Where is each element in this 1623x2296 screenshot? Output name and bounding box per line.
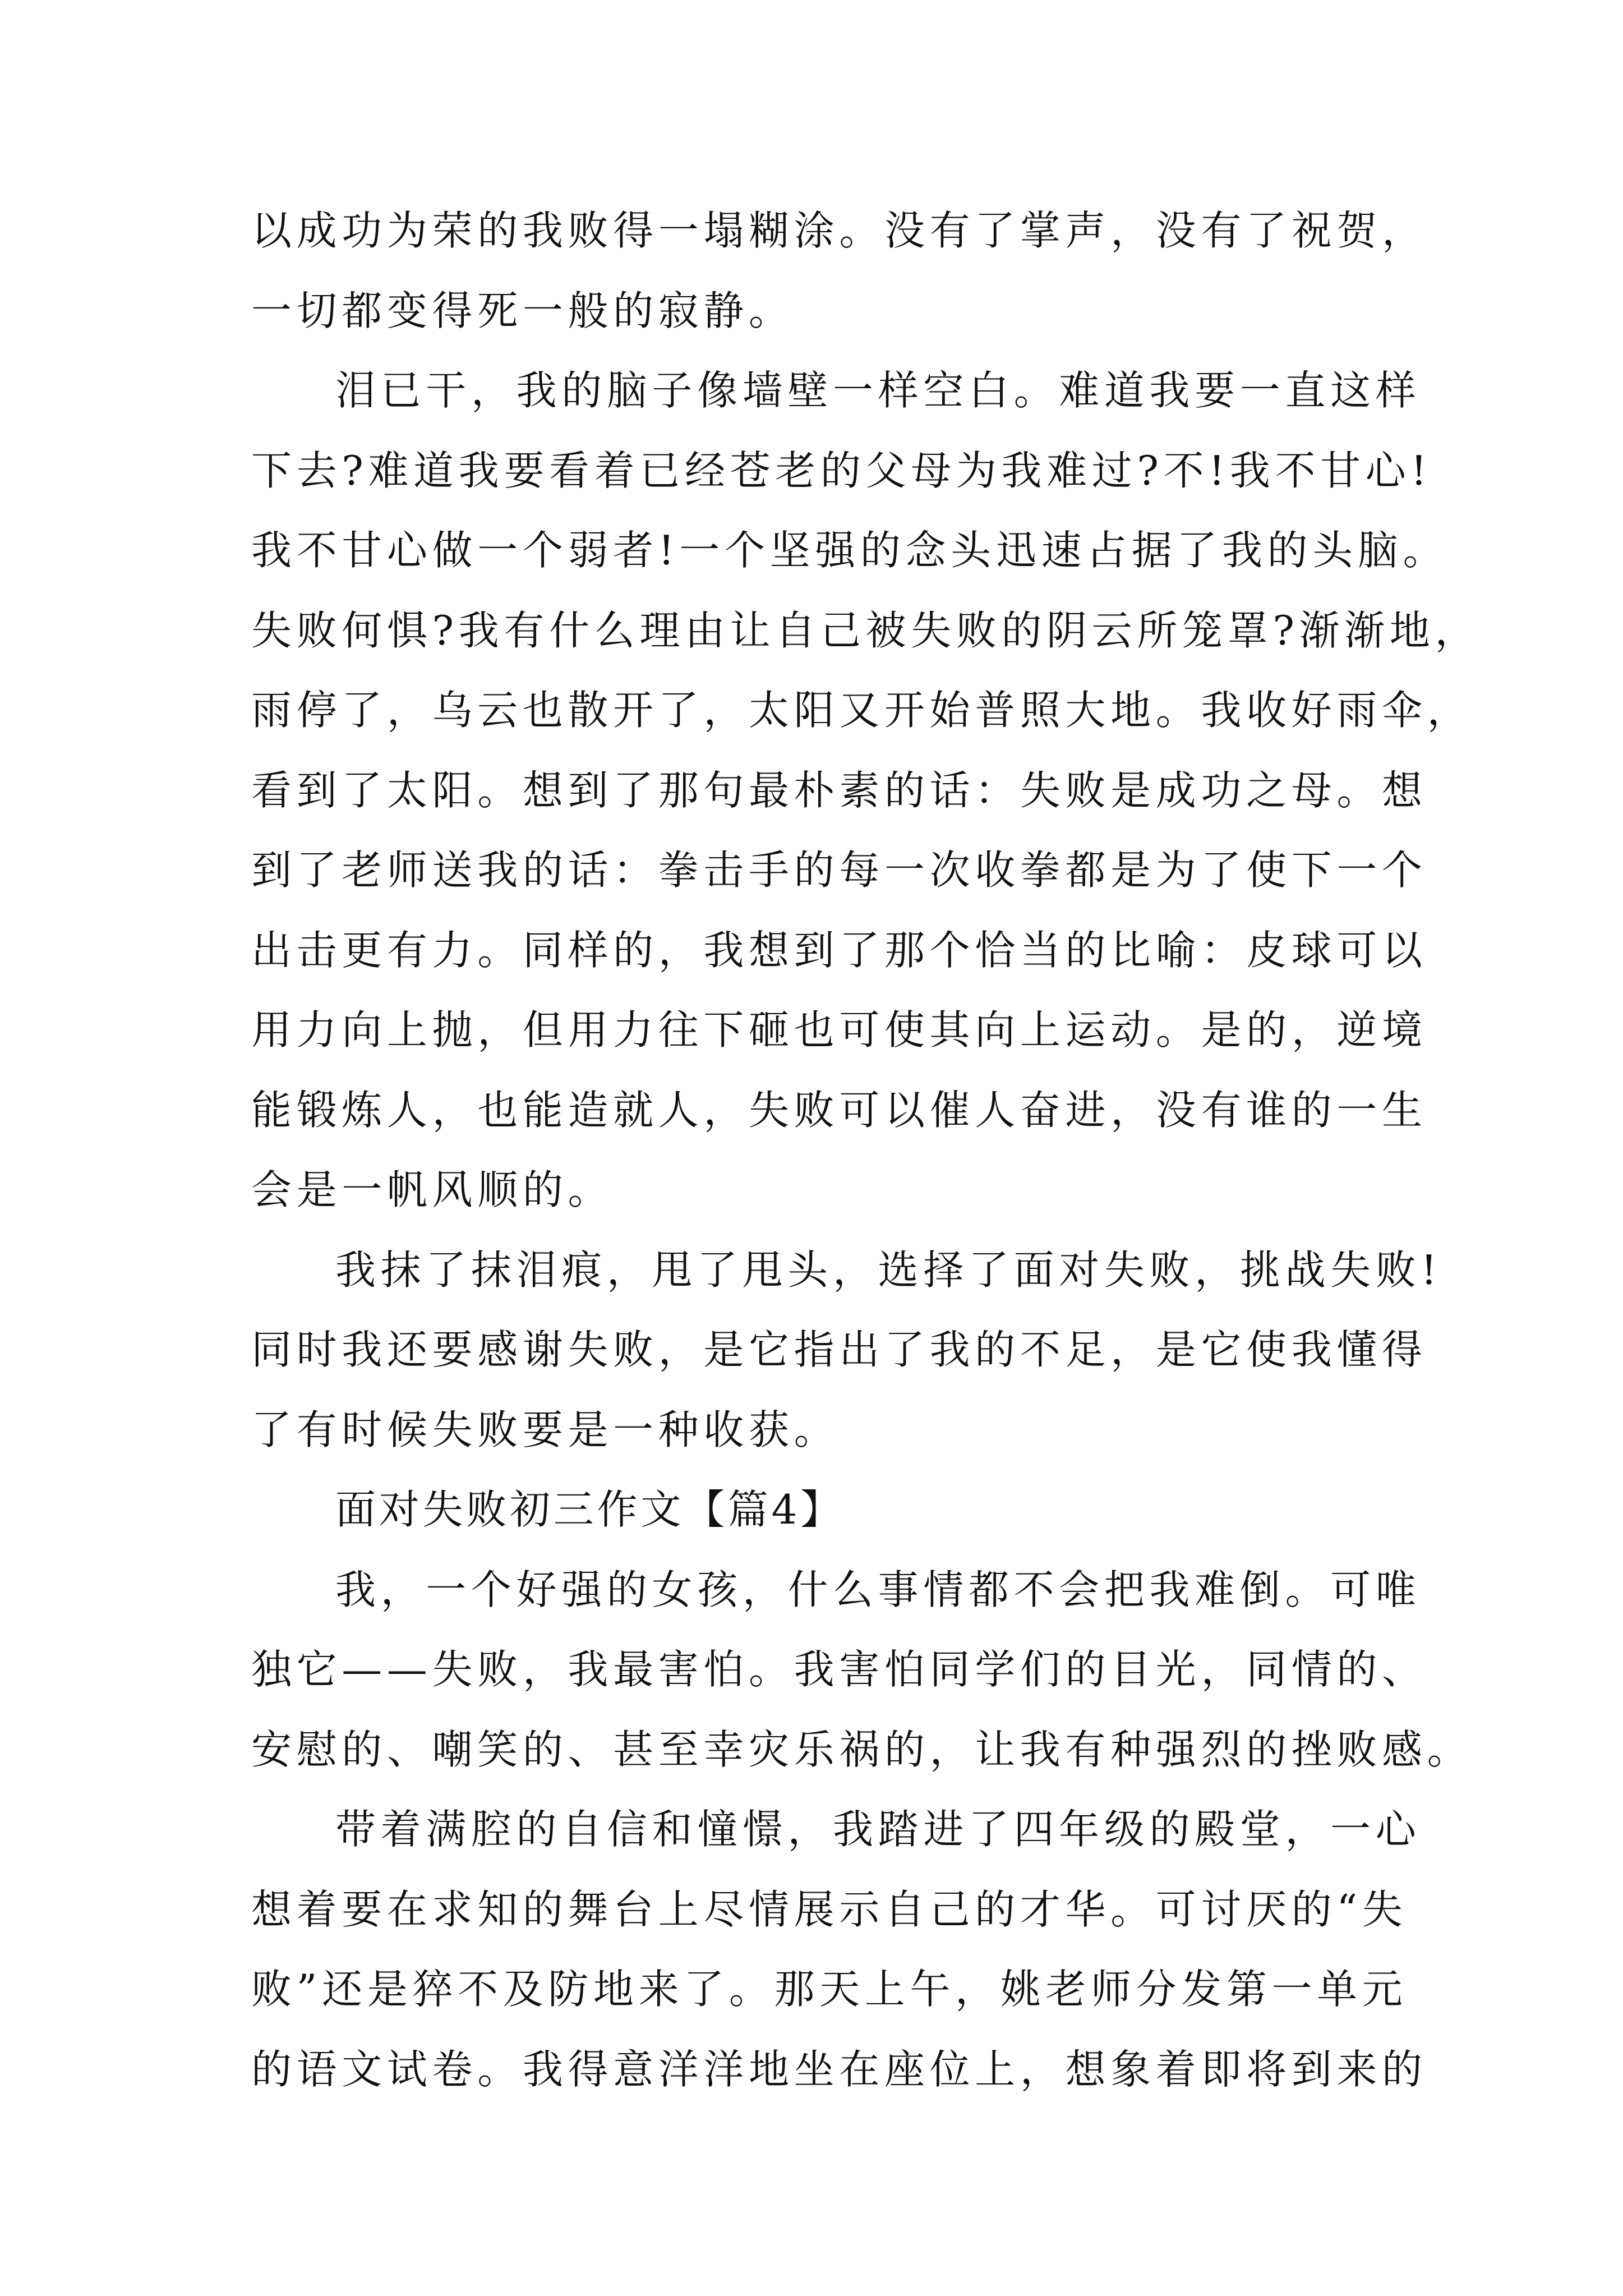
text-line: 以成功为荣的我败得一塌糊涂。没有了掌声，没有了祝贺， [251,207,1427,254]
text-line: 败”还是猝不及防地来了。那天上午，姚老师分发第一单元 [251,1966,1408,2013]
text-line: 想着要在求知的舞台上尽情展示自己的才华。可讨厌的“失 [251,1885,1408,1933]
paragraph-first-line: 我抹了抹泪痕，甩了甩头，选择了面对失败，挑战失败! [335,1246,1442,1294]
text-line: 下去?难道我要看着已经苍老的父母为我难过?不!我不甘心! [251,447,1432,494]
text-line: 看到了太阳。想到了那句最朴素的话：失败是成功之母。想 [251,766,1427,814]
text-line: 出击更有力。同样的，我想到了那个恰当的比喻：皮球可以 [251,926,1427,974]
essay-text [251,191,1481,2109]
text-line: 一切都变得死一般的寂静。 [251,287,794,334]
text-line: 了有时候失败要是一种收获。 [251,1406,840,1453]
text-line: 雨停了，乌云也散开了，太阳又开始普照大地。我收好雨伞， [251,687,1473,734]
text-line: 我不甘心做一个弱者!一个坚强的念头迅速占据了我的头脑。 [251,527,1449,574]
text-line: 安慰的、嘲笑的、甚至幸灾乐祸的，让我有种强烈的挫败感。 [251,1726,1473,1773]
text-line: 会是一帆风顺的。 [251,1166,614,1213]
section-heading: 面对失败初三作文【篇4】 [335,1486,844,1533]
text-line: 能锻炼人，也能造就人，失败可以催人奋进，没有谁的一生 [251,1086,1427,1134]
text-line: 同时我还要感谢失败，是它指出了我的不足，是它使我懂得 [251,1326,1427,1373]
paragraph-first-line: 我，一个好强的女孩，什么事情都不会把我难倒。可唯 [335,1566,1421,1613]
paragraph-first-line: 泪已干，我的脑子像墙壁一样空白。难道我要一直这样 [335,367,1421,414]
text-line: 用力向上抛，但用力往下砸也可使其向上运动。是的，逆境 [251,1006,1427,1053]
text-line: 失败何惧?我有什么理由让自己被失败的阴云所笼罩?渐渐地， [251,606,1481,654]
text-line: 独它——失败，我最害怕。我害怕同学们的目光，同情的、 [251,1646,1427,1693]
paragraph-first-line: 带着满腔的自信和憧憬，我踏进了四年级的殿堂，一心 [335,1806,1421,1853]
text-line: 到了老师送我的话：拳击手的每一次收拳都是为了使下一个 [251,846,1427,894]
text-line: 的语文试卷。我得意洋洋地坐在座位上，想象着即将到来的 [251,2045,1427,2093]
